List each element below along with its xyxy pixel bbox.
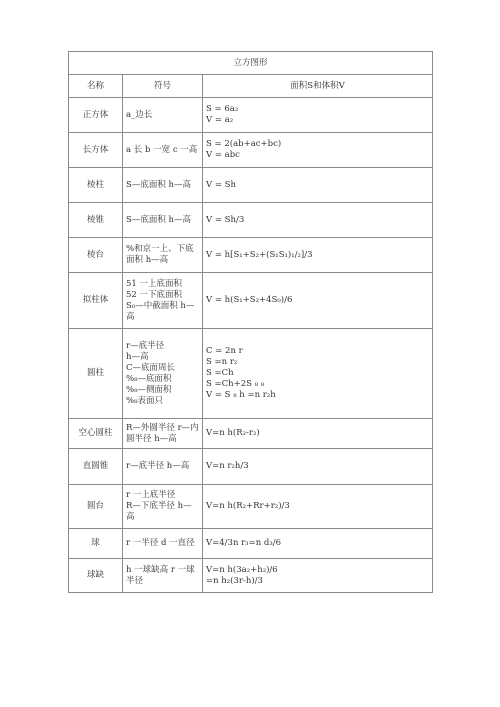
row-symbol	[123, 449, 203, 485]
symbol-line: S—底面积 h—高	[126, 179, 191, 190]
header-formula: 面积S和体积V	[203, 75, 433, 98]
symbol-line: 51 一上底面积	[126, 278, 183, 289]
symbol-line: r—底半径	[126, 340, 165, 351]
row-name: 球	[69, 529, 123, 559]
row-name: 圆台	[69, 485, 123, 529]
row-name: 长方体	[69, 133, 123, 168]
formula-line: V=n h(R₂+Rr+r₂)/3	[206, 501, 290, 511]
row-name: 棱锥	[69, 203, 123, 238]
formula-line: S =Ch+2S ₈ ₈	[206, 379, 265, 389]
row-symbol	[123, 529, 203, 559]
row-formula	[203, 329, 433, 419]
table-row	[69, 485, 433, 529]
row-name: 拟柱体	[69, 273, 123, 329]
row-formula	[203, 559, 433, 593]
formula-line: C = 2n r	[206, 346, 243, 356]
row-formula	[203, 273, 433, 329]
formula-line: V = abc	[206, 150, 240, 160]
formula-line: V = Sh	[206, 179, 236, 190]
symbol-line: %和京一上、下底 面积 h—高	[126, 244, 194, 265]
symbol-line: S₀—中截面积 h—高	[126, 300, 195, 322]
row-symbol	[123, 419, 203, 449]
row-name: 棱台	[69, 238, 123, 273]
symbol-line: a 长 b 一宽 c 一高	[126, 144, 198, 155]
formula-line: V = S ₈ h =n r₂h	[206, 390, 276, 400]
symbol-line: S—底面积 h—高	[126, 214, 191, 225]
symbol-line: r—底半径 h—高	[126, 461, 190, 471]
table-row	[69, 329, 433, 419]
table-title: 立方图形	[69, 52, 433, 75]
formula-line: S = 2(ab+ac+bc)	[206, 139, 282, 149]
symbol-line: %₈—底面积	[126, 373, 172, 384]
row-name: 正方体	[69, 98, 123, 133]
table-row	[69, 559, 433, 593]
table-body	[69, 52, 433, 593]
row-formula	[203, 203, 433, 238]
formula-line: V = h[S₁+S₂+(S₁S₁)₁/₂]/3	[206, 249, 313, 260]
row-symbol	[123, 238, 203, 273]
table-row	[69, 419, 433, 449]
solid-figures-table	[68, 51, 433, 593]
formula-line: =n h₂(3r-h)/3	[206, 575, 263, 586]
formula-line: S =n r₂	[206, 357, 238, 367]
table-row	[69, 98, 433, 133]
row-symbol	[123, 203, 203, 238]
header-symbol: 符号	[123, 75, 203, 98]
symbol-line: %₈表面只	[126, 395, 163, 406]
row-name: 直圆锥	[69, 449, 123, 485]
formula-sheet	[68, 51, 432, 593]
formula-line: V = a₂	[206, 115, 234, 125]
row-symbol	[123, 98, 203, 133]
table-row	[69, 238, 433, 273]
formula-line: S = 6a₂	[206, 104, 239, 114]
table-row	[69, 273, 433, 329]
row-symbol	[123, 133, 203, 168]
formula-line: V=n r₂h/3	[206, 461, 249, 471]
symbol-line: h 一球缺高 r 一球半径	[126, 564, 195, 586]
formula-line: V=n h(3a₂+h₂)/6	[206, 564, 278, 575]
row-formula	[203, 168, 433, 203]
row-formula	[203, 529, 433, 559]
row-formula	[203, 133, 433, 168]
row-symbol	[123, 485, 203, 529]
formula-line: V=4/3n r₃=n d₃/6	[206, 538, 282, 548]
row-formula	[203, 238, 433, 273]
row-formula	[203, 419, 433, 449]
symbol-line: h—高	[126, 351, 149, 362]
row-name: 球缺	[69, 559, 123, 593]
table-row	[69, 203, 433, 238]
formula-line: V=n h(R₂-r₂)	[206, 428, 260, 438]
formula-line: V = Sh/3	[206, 214, 245, 225]
row-symbol	[123, 559, 203, 593]
table-row	[69, 168, 433, 203]
symbol-line: R—外圆半径 r—内圆半径 h—高	[126, 422, 199, 444]
symbol-line: r 一半径 d 一直径	[126, 538, 195, 548]
table-row	[69, 449, 433, 485]
header-name: 名称	[69, 75, 123, 98]
table-row	[69, 529, 433, 559]
symbol-line: %₈—侧面积	[126, 384, 172, 395]
row-formula	[203, 98, 433, 133]
table-row	[69, 133, 433, 168]
row-symbol	[123, 168, 203, 203]
symbol-line: r 一上底半径	[126, 490, 176, 500]
row-formula	[203, 449, 433, 485]
row-name: 圆柱	[69, 329, 123, 419]
title-row	[69, 52, 433, 75]
formula-line: V = h(S₁+S₂+4S₀)/6	[206, 295, 293, 305]
formula-line: S =Ch	[206, 368, 234, 378]
row-symbol	[123, 329, 203, 419]
row-name: 棱柱	[69, 168, 123, 203]
symbol-line: 52 一下底面积	[126, 289, 183, 300]
symbol-line: a_边长	[126, 109, 153, 120]
symbol-line: R—下底半径 h—高	[126, 501, 192, 522]
header-row	[69, 75, 433, 98]
symbol-line: C—底面周长	[126, 362, 176, 373]
row-formula	[203, 485, 433, 529]
row-name: 空心圆柱	[69, 419, 123, 449]
row-symbol	[123, 273, 203, 329]
